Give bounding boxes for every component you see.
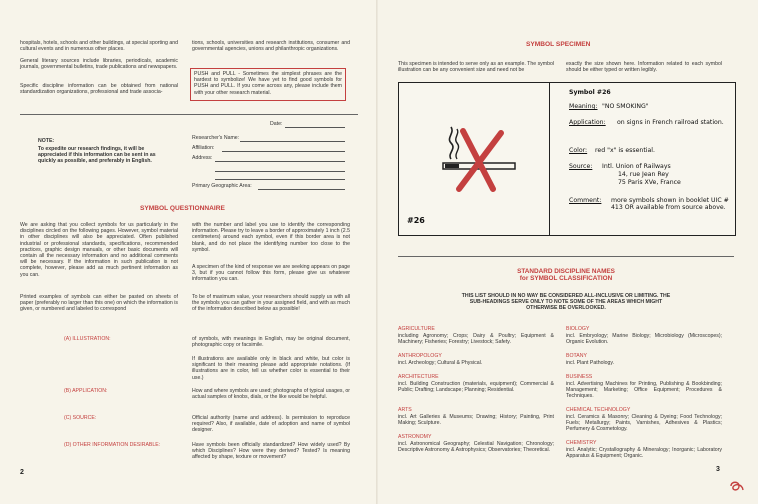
page-number-2: 2 bbox=[20, 469, 24, 476]
date-field[interactable] bbox=[285, 127, 345, 128]
discipline-arts-desc: incl. Art Galleries & Museums; Drawing; History; Painting, Print Making; Sculpture. bbox=[398, 414, 554, 427]
discipline-business: BUSINESS bbox=[566, 374, 593, 380]
comment-value: more symbols shown in booklet UIC # 413 OR available from source above. bbox=[611, 197, 729, 212]
discipline-agriculture: AGRICULTURE bbox=[398, 326, 435, 332]
disciplines-title-2: for SYMBOL CLASSIFICATION bbox=[519, 275, 613, 282]
specimen-title: SYMBOL SPECIMEN bbox=[526, 41, 591, 48]
researcher-field[interactable] bbox=[240, 141, 345, 142]
push-pull-box bbox=[190, 68, 346, 101]
page-number-3: 3 bbox=[716, 466, 720, 473]
item-a-text: of symbols, with meanings in English, may be original document, photographic copy or facsimile. bbox=[192, 336, 350, 349]
affiliation-field[interactable] bbox=[222, 151, 345, 152]
color-label: Color: bbox=[569, 147, 588, 154]
specimen-symbol-line: Symbol #26 bbox=[569, 89, 611, 96]
date-label: Date: bbox=[270, 121, 283, 127]
color-value: red "x" is essential. bbox=[595, 147, 655, 154]
discipline-chemical-technology: CHEMICAL TECHNOLOGY bbox=[566, 407, 631, 413]
page-2 bbox=[0, 0, 378, 504]
meaning-label: Meaning: bbox=[569, 103, 598, 110]
discipline-chemistry: CHEMISTRY bbox=[566, 440, 597, 446]
no-smoking-symbol-icon bbox=[429, 119, 529, 193]
questionnaire-para-5: To be of maximum value, your researchers should supply us with all the symbols you can gather in your assigned field, and with as much of the information described below as possible! bbox=[192, 294, 350, 313]
discipline-astronomy: ASTRONOMY bbox=[398, 434, 432, 440]
affiliation-label: Affiliation: bbox=[192, 145, 215, 151]
questionnaire-title: SYMBOL QUESTIONNAIRE bbox=[140, 205, 225, 212]
meaning-value: "NO SMOKING" bbox=[602, 103, 649, 110]
area-label: Primary Geographic Area: bbox=[192, 183, 252, 189]
specimen-card bbox=[398, 82, 736, 236]
divider bbox=[398, 256, 734, 257]
questionnaire-para-3: with the number and label you use to identify the corresponding information. Please try to leave a border of approximately 1 inch (2.5 centimeters) around each symbol, even if this border area is not blank, and do not place the identifying number too close to the symbol. bbox=[192, 222, 350, 253]
item-c-label: (C) SOURCE: bbox=[64, 415, 97, 421]
item-d-text: Have symbols been officially standardized? How widely used? By which Disciplines? How were they derived? Tested? Is meaning affected by shape, texture or movement? bbox=[192, 442, 350, 461]
comment-label: Comment: bbox=[569, 197, 602, 204]
discipline-agriculture-desc: including Agronomy; Crops; Dairy & Poultry; Equipment & Machinery; Fisheries; Forestry; Livestock; Safety. bbox=[398, 333, 554, 346]
address-label: Address: bbox=[192, 155, 213, 161]
discipline-astronomy-desc: incl. Astronomical Geography; Celestial Navigation; Chronology; Descriptive Astronomy & Astrophysics; Observatories; Theoretical. bbox=[398, 441, 554, 454]
item-b-label: (B) APPLICATION: bbox=[64, 388, 108, 394]
address-field-1[interactable] bbox=[215, 161, 345, 162]
discipline-architecture: ARCHITECTURE bbox=[398, 374, 439, 380]
discipline-anthropology: ANTHROPOLOGY bbox=[398, 353, 442, 359]
discipline-anthropology-desc: incl. Archeology; Cultural & Physical. bbox=[398, 360, 483, 366]
item-a-label: (A) ILLUSTRATION: bbox=[64, 336, 111, 342]
divider bbox=[20, 114, 358, 115]
area-field[interactable] bbox=[258, 189, 345, 190]
note-text: To expedite our research findings, it will be appreciated if this information can be sent in as quickly as possible, and preferably in English. bbox=[38, 146, 156, 165]
page-corner-mark-icon bbox=[728, 478, 746, 494]
discipline-chemical-technology-desc: incl. Ceramics & Masonry; Cleaning & Dyeing; Food Technology; Fuels; Metallurgy; Paints, Varnishes, Adhesives & Plastics; Perfumery & Cosmetology. bbox=[566, 414, 722, 433]
questionnaire-para-4: A specimen of the kind of response we are seeking appears on page 3, but if you cannot follow this form, please give us whatever information you can. bbox=[192, 264, 350, 283]
discipline-biology: BIOLOGY bbox=[566, 326, 590, 332]
discipline-business-desc: incl. Advertising Machines for Printing, Publishing & Bookbinding; Management; Marketing; Office Equipment; Procedures & Techniques. bbox=[566, 381, 722, 400]
questionnaire-para-1: We are asking that you collect symbols for us particularly in the disciplines circled on the following pages. However, symbol material in other disciplines will also be appreciated. Often published industrial or professional standards, specifications, recommended practices, graphic design manuals, or other basic documents will contain all the necessary information and no additional comments will be necessary. If the information in such publication is not complete, however, please add as much pertinent information as you can. bbox=[20, 222, 178, 278]
discipline-chemistry-desc: incl. Analytic; Crystallography & Mineralogy; Inorganic; Laboratory Apparatus & Equipment; Organic. bbox=[566, 447, 722, 460]
intro-paragraph-3: Specific discipline information can be obtained from national standardization organizations, professional and trade associa- bbox=[20, 83, 178, 96]
source-value-1: Intl. Union of Railways bbox=[602, 163, 671, 170]
disclaimer: THIS LIST SHOULD IN NO WAY BE CONSIDERED ALL-INCLUSIVE OR LIMITING. THE SUB-HEADINGS SERVE ONLY TO NOTE SOME OF THE AREAS WHICH MIGHT OTHERWISE BE OVERLOOKED. bbox=[461, 293, 671, 312]
discipline-arts: ARTS bbox=[398, 407, 412, 413]
item-c-text: Official authority (name and address). Is permission to reproduce required? Also, if available, date of adoption and name of symbol designer. bbox=[192, 415, 350, 434]
source-value-2: 14, rue Jean Rey bbox=[618, 171, 669, 178]
page-3 bbox=[378, 0, 758, 504]
source-value-3: 75 Paris XVe, France bbox=[618, 179, 681, 186]
disciplines-title-1: STANDARD DISCIPLINE NAMES bbox=[517, 268, 615, 275]
researcher-label: Researcher's Name: bbox=[192, 135, 240, 141]
application-value: on signs in French railroad station. bbox=[617, 119, 724, 126]
discipline-biology-desc: incl. Embryology; Marine Biology; Microbiology (Microscopes); Organic Evolution. bbox=[566, 333, 722, 346]
intro-paragraph-2: General literary sources include libraries, periodicals, academic journals, governmental bulletins, trade publications and newspapers. bbox=[20, 58, 178, 71]
application-label: Application: bbox=[569, 119, 606, 126]
specimen-number-tag: #26 bbox=[407, 216, 425, 225]
discipline-botany-desc: incl. Plant Pathology. bbox=[566, 360, 615, 366]
push-pull-text: PUSH and PULL - Sometimes the simplest phrases are the hardest to symbolize! We have yet to find good symbols for PUSH and PULL. If you come across any, please include them with your other research material. bbox=[194, 71, 342, 96]
item-a-text-2: If illustrations are available only in black and white, but color is significant to their meaning please add appropriate notations. (If illustrations are in color, tell us whether color is essential to their use.) bbox=[192, 356, 350, 381]
address-field-3[interactable] bbox=[215, 179, 345, 180]
intro-paragraph-1: hospitals, hotels, schools and other buildings, at special sporting and cultural events and in numerous other places. bbox=[20, 40, 178, 53]
specimen-intro-right: exactly the size shown here. Information related to each symbol should be either typed or written legibly. bbox=[566, 61, 722, 74]
discipline-botany: BOTANY bbox=[566, 353, 587, 359]
source-label: Source: bbox=[569, 163, 593, 170]
intro-paragraph-right: tions, schools, universities and research institutions, consumer and governmental agencies, unions and philanthropic organizations. bbox=[192, 40, 350, 53]
discipline-architecture-desc: incl. Building Construction (materials, equipment); Commercial & Public; Drafting; Landscape; Planning; Residential. bbox=[398, 381, 554, 394]
specimen-divider bbox=[549, 83, 550, 235]
item-b-text: How and where symbols are used; photographs of typical usages, or actual samples of knobs, dials, or the like would be helpful. bbox=[192, 388, 350, 401]
questionnaire-para-2: Printed examples of symbols can either be pasted on sheets of paper (preferably no larger than this one) on which the information is given, or numbered and labeled to correspond bbox=[20, 294, 178, 313]
specimen-intro-left: This specimen is intended to serve only as an example. The symbol illustration can be any convenient size and need not be bbox=[398, 61, 554, 74]
address-field-2[interactable] bbox=[215, 171, 345, 172]
note-title: NOTE: bbox=[38, 138, 55, 144]
item-d-label: (D) OTHER INFORMATION DESIRABLE: bbox=[64, 442, 161, 448]
